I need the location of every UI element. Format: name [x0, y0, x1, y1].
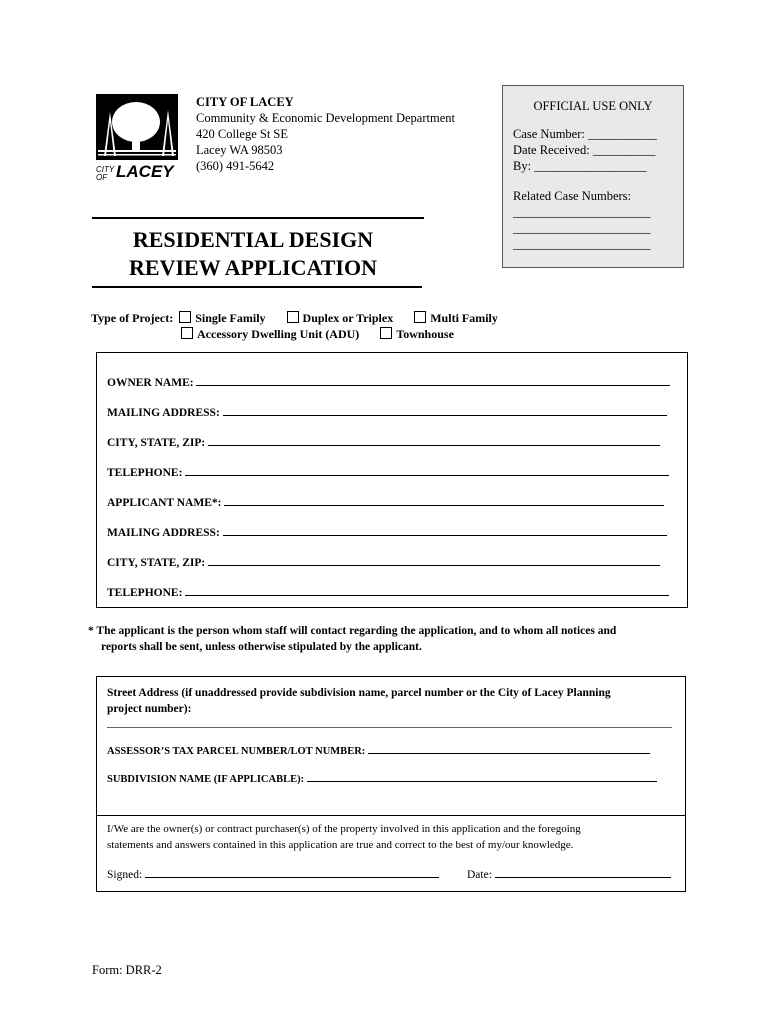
note-line-1: * The applicant is the person whom staff will contact regarding the application, and to whom all notices and	[88, 625, 617, 637]
applicant-mailing-line[interactable]	[223, 524, 667, 536]
applicant-city-line[interactable]	[208, 554, 660, 566]
related-case-line-2[interactable]: ______________________	[513, 221, 651, 235]
applicant-name-line[interactable]	[224, 494, 664, 506]
date-received-field[interactable]: Date Received: __________	[513, 143, 656, 157]
certification-box	[96, 815, 686, 892]
department: Community & Economic Development Department	[196, 111, 455, 125]
checkbox[interactable]	[181, 327, 193, 339]
form-number: Form: DRR-2	[92, 963, 162, 977]
related-case-label: Related Case Numbers:	[513, 189, 632, 203]
owner-mailing-line[interactable]	[223, 404, 667, 416]
property-box	[96, 676, 686, 816]
title-bottom-rule	[92, 286, 422, 288]
form-title-line-1: RESIDENTIAL DESIGN	[132, 227, 374, 252]
checkbox[interactable]	[414, 311, 426, 323]
case-number-field[interactable]: Case Number: ___________	[513, 127, 657, 141]
checkbox[interactable]	[380, 327, 392, 339]
related-case-line-1[interactable]: ______________________	[513, 205, 651, 219]
option-multi-family[interactable]: Multi Family	[414, 311, 498, 325]
street-address-label: Street Address (if unaddressed provide subdivision name, parcel number or the City of Lacey Planning project number):	[107, 687, 611, 715]
note-line-2: reports shall be sent, unless otherwise stipulated by the applicant.	[101, 641, 422, 653]
applicant-city-field[interactable]: CITY, STATE, ZIP:	[107, 554, 660, 569]
applicant-name-field[interactable]: APPLICANT NAME*:	[107, 494, 664, 509]
form-title	[92, 226, 414, 282]
option-townhouse[interactable]: Townhouse	[380, 327, 454, 341]
option-duplex[interactable]: Duplex or Triplex	[287, 311, 394, 325]
parcel-line[interactable]	[368, 743, 650, 754]
official-use-box	[502, 85, 684, 268]
option-adu[interactable]: Accessory Dwelling Unit (ADU)	[181, 327, 359, 341]
certification-text: I/We are the owner(s) or contract purchaser(s) of the property involved in this application and the foregoing statements and answers contained in this application are true and correct to the best of my/our knowledge.	[107, 823, 581, 851]
applicant-note	[88, 623, 688, 655]
applicant-telephone-line[interactable]	[185, 584, 669, 596]
city-state-zip: Lacey WA 98503	[196, 143, 283, 157]
city-header	[196, 94, 455, 174]
checkbox[interactable]	[287, 311, 299, 323]
owner-mailing-field[interactable]: MAILING ADDRESS:	[107, 404, 667, 419]
street-address-line[interactable]	[107, 727, 672, 728]
subdivision-field[interactable]: SUBDIVISION NAME (IF APPLICABLE):	[107, 771, 657, 785]
project-type-section	[91, 310, 498, 342]
owner-city-field[interactable]: CITY, STATE, ZIP:	[107, 434, 660, 449]
owner-telephone-line[interactable]	[185, 464, 669, 476]
signature-line[interactable]	[145, 866, 439, 878]
phone: (360) 491-5642	[196, 159, 275, 173]
applicant-telephone-field[interactable]: TELEPHONE:	[107, 584, 669, 599]
signed-field[interactable]: Signed:	[107, 866, 439, 883]
applicant-mailing-field[interactable]: MAILING ADDRESS:	[107, 524, 667, 539]
parcel-field[interactable]: ASSESSOR’S TAX PARCEL NUMBER/LOT NUMBER:	[107, 743, 650, 757]
related-case-line-3[interactable]: ______________________	[513, 237, 651, 251]
logo-small-text: CITY OF	[96, 165, 115, 182]
official-use-title: OFFICIAL USE ONLY	[533, 99, 653, 113]
owner-name-line[interactable]	[196, 374, 670, 386]
title-top-rule	[92, 217, 424, 219]
city-of-lacey-logo	[92, 92, 184, 184]
owner-applicant-box	[96, 352, 688, 608]
project-type-label: Type of Project:	[91, 311, 174, 325]
owner-name-field[interactable]: OWNER NAME:	[107, 374, 670, 389]
city-name: CITY OF LACEY	[196, 95, 294, 109]
owner-city-line[interactable]	[208, 434, 660, 446]
option-single-family[interactable]: Single Family	[179, 311, 265, 325]
street-address: 420 College St SE	[196, 127, 289, 141]
date-field[interactable]: Date:	[467, 866, 671, 883]
subdivision-line[interactable]	[307, 771, 657, 782]
date-line[interactable]	[495, 866, 671, 878]
owner-telephone-field[interactable]: TELEPHONE:	[107, 464, 669, 479]
by-field[interactable]: By: __________________	[513, 159, 647, 173]
logo-lacey-text: LACEY	[116, 162, 174, 181]
form-title-line-2: REVIEW APPLICATION	[129, 255, 377, 280]
checkbox[interactable]	[179, 311, 191, 323]
